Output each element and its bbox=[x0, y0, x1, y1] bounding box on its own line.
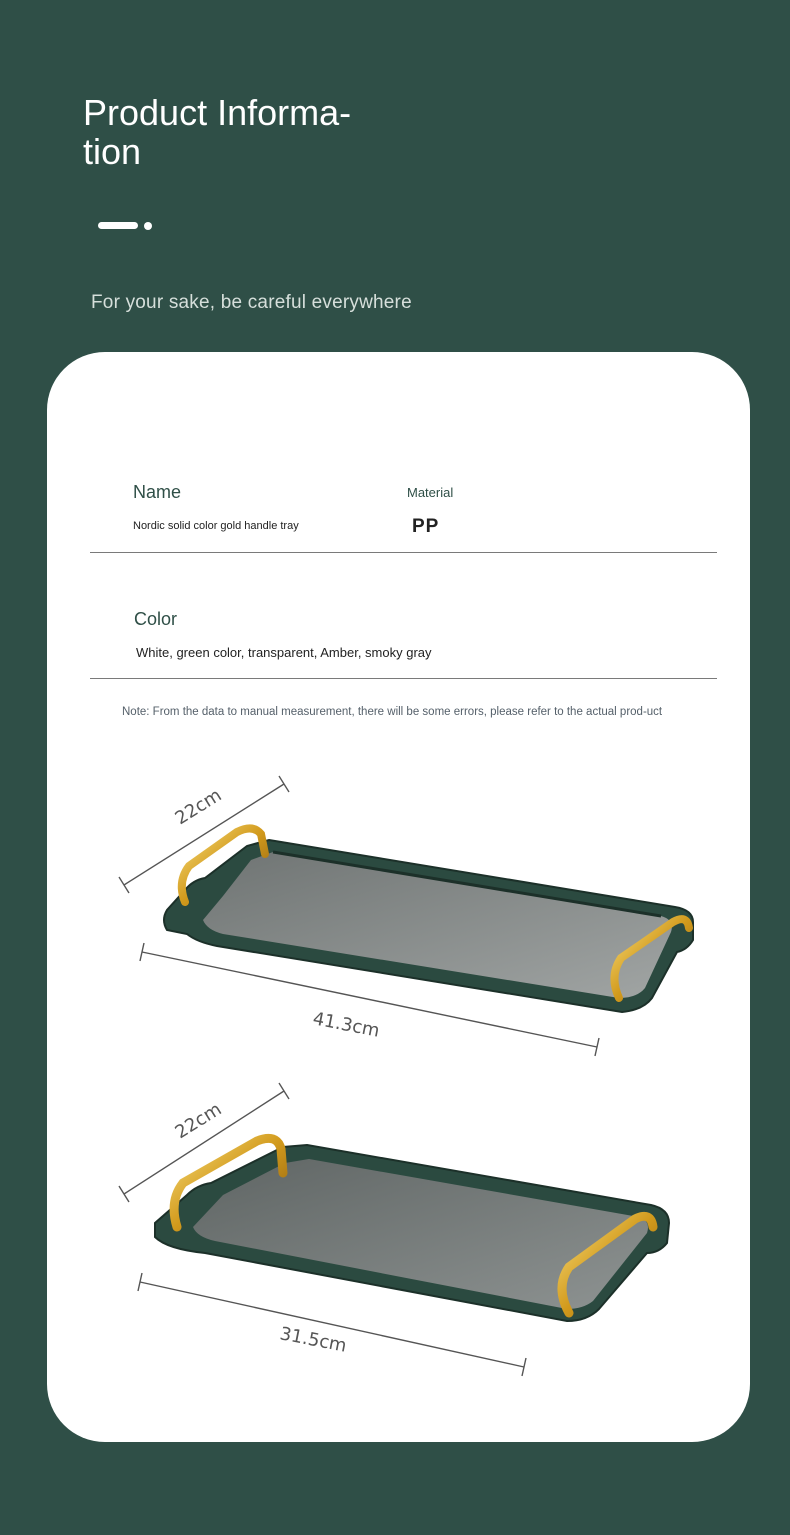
material-label: Material bbox=[407, 485, 454, 500]
length-label: 31.5cm bbox=[278, 1323, 349, 1357]
page-title bbox=[83, 93, 383, 171]
product-info-card bbox=[47, 352, 750, 1442]
length-label: 41.3cm bbox=[311, 1008, 382, 1042]
measurement-note: Note: From the data to manual measurement, there will be some errors, please refer to the actual prod-uct bbox=[122, 706, 663, 718]
title-line-1: Product Informa- bbox=[83, 92, 352, 133]
color-value: White, green color, transparent, Amber, smoky gray bbox=[136, 645, 432, 660]
material-value: PP bbox=[412, 516, 440, 537]
width-label: 22cm bbox=[171, 1098, 226, 1144]
page-subtitle: For your sake, be careful everywhere bbox=[91, 292, 412, 313]
title-line-2: tion bbox=[83, 131, 142, 172]
width-label: 22cm bbox=[171, 784, 226, 830]
name-label: Name bbox=[133, 482, 182, 502]
title-underline-dot bbox=[144, 222, 152, 230]
tray-body bbox=[155, 1145, 669, 1321]
small-tray-diagram bbox=[47, 1077, 750, 1377]
name-value: Nordic solid color gold handle tray bbox=[133, 520, 299, 532]
divider bbox=[90, 552, 717, 553]
divider bbox=[90, 678, 717, 679]
large-tray-diagram bbox=[47, 762, 750, 1062]
title-underline-dash bbox=[98, 222, 138, 229]
color-label: Color bbox=[134, 609, 178, 629]
